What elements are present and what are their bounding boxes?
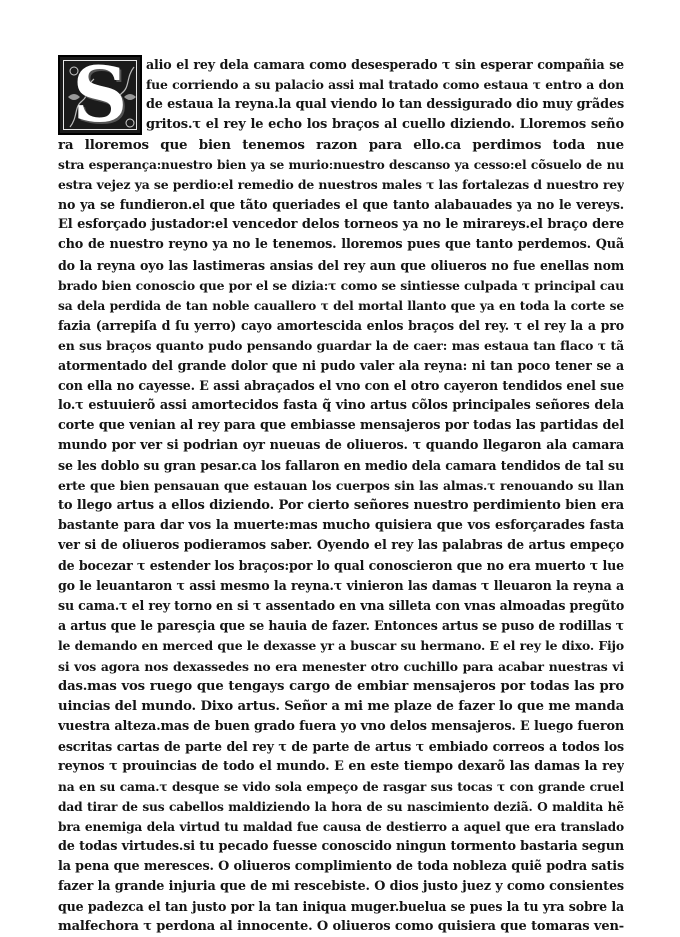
- text-line: no ya se fundieron.el que tãto queriades el que tanto alabauades ya no le vereys.: [58, 197, 624, 213]
- text-line: la pena que meresces. O oliueros complimiento de toda nobleza quiẽ podra satis: [58, 859, 624, 874]
- text-line: estra vejez ya se perdio:el remedio de nuestros males τ las fortalezas d nuestro rey: [58, 177, 624, 193]
- text-line: stra esperança:nuestro bien ya se murio:nuestro descanso ya cesso:el cõsuelo de nu: [58, 158, 624, 173]
- text-line: lo.τ estuuierõ assi amortecidos fasta q̃ vino artus cõlos principales señores dela: [58, 397, 624, 413]
- text-line: ver si de oliueros podieramos saber. Oyendo el rey las palabras de artus empeço: [58, 538, 624, 554]
- text-line: le demando en merced que le dexasse yr a buscar su hermano. E el rey le dixo. Fijo: [58, 638, 624, 654]
- text-line: das.mas vos ruego que tengays cargo de embiar mensajeros por todas las pro: [58, 678, 624, 694]
- text-line: ra lloremos que bien tenemos razon para ello.ca perdimos toda nue: [58, 137, 624, 154]
- text-line: su cama.τ el rey torno en si τ assentado en vna silleta con vnas almoadas pregũto: [58, 598, 624, 614]
- text-line: fazia (arrepiſa d ſu yerro) cayo amortescida enlos braços del rey. τ el rey la a pro: [58, 317, 624, 333]
- text-line: uincias del mundo. Dixo artus. Señor a mi me plaze de fazer lo que me manda: [58, 698, 624, 714]
- text-line: de bocezar τ estender los braços:por lo qual conoscieron que no era muerto τ lue: [58, 558, 624, 574]
- text-line: alio el rey dela camara como desesperado τ sin esperar compañia se: [146, 57, 624, 72]
- text-line: brado bien conoscio que por el se dizia:τ como se sintiesse culpada τ principal cau: [58, 277, 624, 293]
- text-line: escritas cartas de parte del rey τ de parte de artus τ embiado correos a todos los: [58, 738, 624, 754]
- text-line: mundo por ver si podrian oyr nueuas de oliueros. τ quando llegaron ala camara: [58, 437, 624, 453]
- drop-cap-letter: S: [72, 55, 128, 135]
- text-line: bastante para dar vos la muerte:mas mucho quisiera que vos esforçarades fasta: [58, 518, 624, 534]
- text-line: sa dela perdida de tan noble cauallero τ del mortal llanto que ya en toda la corte se: [58, 298, 624, 313]
- text-line: fue corriendo a su palacio assi mal tratado como estaua τ entro a don: [146, 77, 624, 93]
- text-line: vuestra alteza.mas de buen grado fuera yo vno delos mensajeros. E luego fueron: [58, 718, 624, 734]
- text-line: dad tirar de sus cabellos maldiziendo la hora de su nascimiento deziã. O maldita hẽ: [58, 799, 624, 814]
- text-line: erte que bien pensauan que estauan los cuerpos sin las almas.τ renouando su llan: [58, 478, 624, 494]
- text-line: gritos.τ el rey le echo los braços al cuello diziendo. Lloremos seño: [146, 117, 624, 133]
- text-line: do la reyna oyo las lastimeras ansias del rey aun que oliueros no fue enellas nom: [58, 257, 624, 273]
- text-line: atormentado del grande dolor que ni pudo valer ala reyna: ni tan poco tener se a: [58, 357, 624, 373]
- text-line: cho de nuestro reyno ya no le tenemos. lloremos pues que tanto perdemos. Quã: [58, 237, 624, 253]
- text-line: reynos τ prouincias de todo el mundo. E en este tiempo dexarõ las damas la rey: [58, 758, 624, 774]
- text-line: go le leuantaron τ assi mesmo la reyna.τ vinieron las damas τ lleuaron la reyna a: [58, 578, 624, 594]
- text-line: malfechora τ perdona al innocente. O oliueros como quisiera que tomaras ven-: [58, 919, 624, 935]
- text-line: en sus braços quanto pudo pensando guardar la de caer: mas estaua tan flaco τ tã: [58, 337, 624, 353]
- text-line: de todas virtudes.si tu pecado fuesse conoscido ningun tormento bastaria segun: [58, 838, 624, 854]
- text-line: de estaua la reyna.la qual viendo lo tan dessigurado dio muy grãdes: [146, 97, 624, 113]
- text-line: bra enemiga dela virtud tu maldad fue causa de destierro a aquel que era translado: [58, 819, 624, 834]
- text-line: fazer la grande injuria que de mi rescebiste. O dios justo juez y como consientes: [58, 879, 624, 895]
- text-line: que padezca el tan justo por la tan iniqua muger.buelua se pues la tu yra sobre la: [58, 899, 624, 915]
- text-line: se les doblo su gran pesar.ca los fallaron en medio dela camara tendidos de tal su: [58, 458, 624, 473]
- text-line: na en su cama.τ desque se vido sola empeço de rasgar sus tocas τ con grande cruel: [58, 779, 624, 794]
- decorated-initial: [58, 55, 142, 135]
- text-line: a artus que le paresçia que se hauia de fazer. Entonces artus se puso de rodillas τ: [58, 618, 624, 634]
- text-line: corte que venian al rey para que embiasse mensajeros por todas las partidas del: [58, 417, 624, 433]
- text-line: si vos agora nos dexassedes no era menester otro cuchillo para acabar nuestras vi: [58, 658, 624, 674]
- text-line: con ella no cayesse. E assi abraçados el vno con el otro cayeron tendidos enel sue: [58, 377, 624, 393]
- text-line: El esforçado justador:el vencedor delos torneos ya no le mirareys.el braço dere: [58, 217, 624, 233]
- text-line: to llego artus a ellos diziendo. Por cierto señores nuestro perdimiento bien era: [58, 498, 624, 514]
